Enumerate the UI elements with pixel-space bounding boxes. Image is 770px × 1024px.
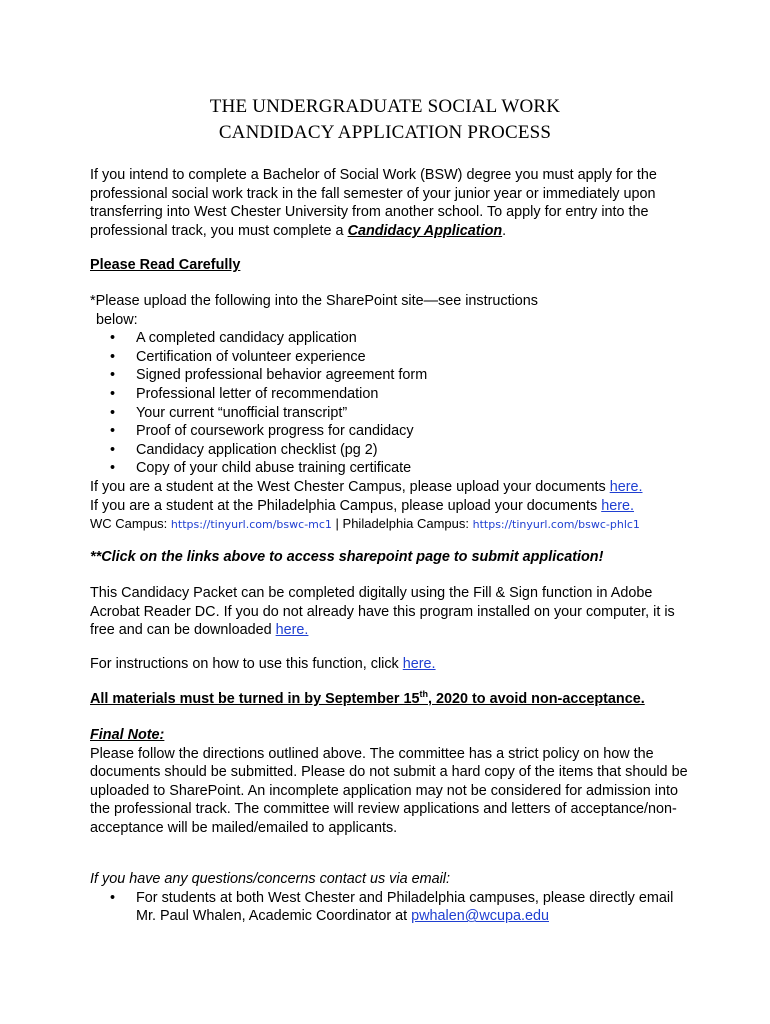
upload-section — [90, 292, 690, 535]
phl-campus-text: If you are a student at the Philadelphia Campus, please upload your documents — [90, 497, 602, 514]
instructions-paragraph — [90, 655, 690, 674]
intro-text: If you intend to complete a Bachelor of Social Work (BSW) degree you must apply for the professional social work track in the fall semester of your junior year or immediately upon transferring into West Chester University from another school. To apply for entry into the professional track, you must complete a — [90, 167, 657, 239]
list-item: • A completed candidacy application — [90, 329, 690, 348]
separator: | — [331, 516, 343, 532]
deadline-after: , 2020 to avoid non-acceptance. — [427, 691, 645, 707]
download-here-link[interactable]: here. — [275, 622, 309, 639]
deadline-notice — [90, 690, 690, 709]
final-note-section — [90, 726, 690, 838]
read-carefully-heading: Please Read Carefully — [90, 257, 241, 273]
phl-campus-label: Philadelphia Campus: — [342, 516, 473, 532]
list-item: • Your current “unofficial transcript” — [90, 404, 690, 423]
deadline-before: All materials must be turned in by September 15 — [90, 691, 420, 707]
instructions-text: For instructions on how to use this function, click — [90, 656, 403, 672]
page-title — [0, 94, 770, 146]
upload-items-list — [90, 329, 690, 478]
instructions-here-link[interactable]: here. — [402, 656, 436, 672]
list-item: • Certification of volunteer experience — [90, 348, 690, 367]
list-item: • Candidacy application checklist (pg 2) — [90, 441, 690, 460]
final-note-heading: Final Note: — [90, 727, 165, 743]
list-item: • Signed professional behavior agreement form — [90, 366, 690, 385]
contact-intro: If you have any questions/concerns contact us via email: — [90, 871, 450, 887]
click-links-note: **Click on the links above to access sharepoint page to submit application! — [90, 549, 604, 565]
packet-text: This Candidacy Packet can be completed digitally using the Fill & Sign function in Adobe Acrobat Reader DC. If you do not already have this program installed on your computer, it is free and can be downloaded — [90, 585, 675, 639]
intro-paragraph — [90, 166, 690, 240]
intro-after: . — [502, 222, 507, 239]
list-item: • Copy of your child abuse training certificate — [90, 459, 690, 478]
contact-list — [90, 889, 690, 926]
campus-urls-line — [90, 515, 690, 535]
phl-campus-here-link[interactable]: here. — [601, 497, 635, 514]
candidacy-application-link[interactable]: Candidacy Application — [347, 222, 503, 239]
wc-campus-url[interactable]: https://tinyurl.com/bswc-mc1 — [170, 518, 332, 532]
wc-campus-text: If you are a student at the West Chester Campus, please upload your documents — [90, 478, 610, 495]
list-item — [90, 889, 690, 926]
packet-paragraph — [90, 584, 690, 640]
title-line-2: CANDIDACY APPLICATION PROCESS — [218, 122, 552, 143]
title-line-1: THE UNDERGRADUATE SOCIAL WORK — [209, 96, 561, 117]
upload-intro-line2: below: — [96, 311, 138, 328]
contact-section — [90, 870, 690, 926]
list-item: • Professional letter of recommendation — [90, 385, 690, 404]
wc-campus-label: WC Campus: — [90, 516, 171, 532]
deadline-sup: th — [419, 689, 428, 699]
email-link[interactable]: pwhalen@wcupa.edu — [411, 908, 549, 925]
final-note-text: Please follow the directions outlined above. The committee has a strict policy on how the documents should be submitted. Please do not submit a hard copy of the items that should be uploaded to SharePoint. An incomplete application may not be considered for admission into the professional track. The committee will review applications and letters of acceptance/non-acceptance will be mailed/emailed to applicants. — [90, 745, 688, 836]
upload-intro-line1: *Please upload the following into the SharePoint site—see instructions — [90, 293, 538, 309]
contact-item-text: For students at both West Chester and Philadelphia campuses, please directly email Mr. Paul Whalen, Academic Coordinator at — [136, 889, 674, 925]
list-item: • Proof of coursework progress for candidacy — [90, 422, 690, 441]
phl-campus-url[interactable]: https://tinyurl.com/bswc-phlc1 — [472, 518, 640, 532]
wc-campus-here-link[interactable]: here. — [609, 478, 643, 495]
